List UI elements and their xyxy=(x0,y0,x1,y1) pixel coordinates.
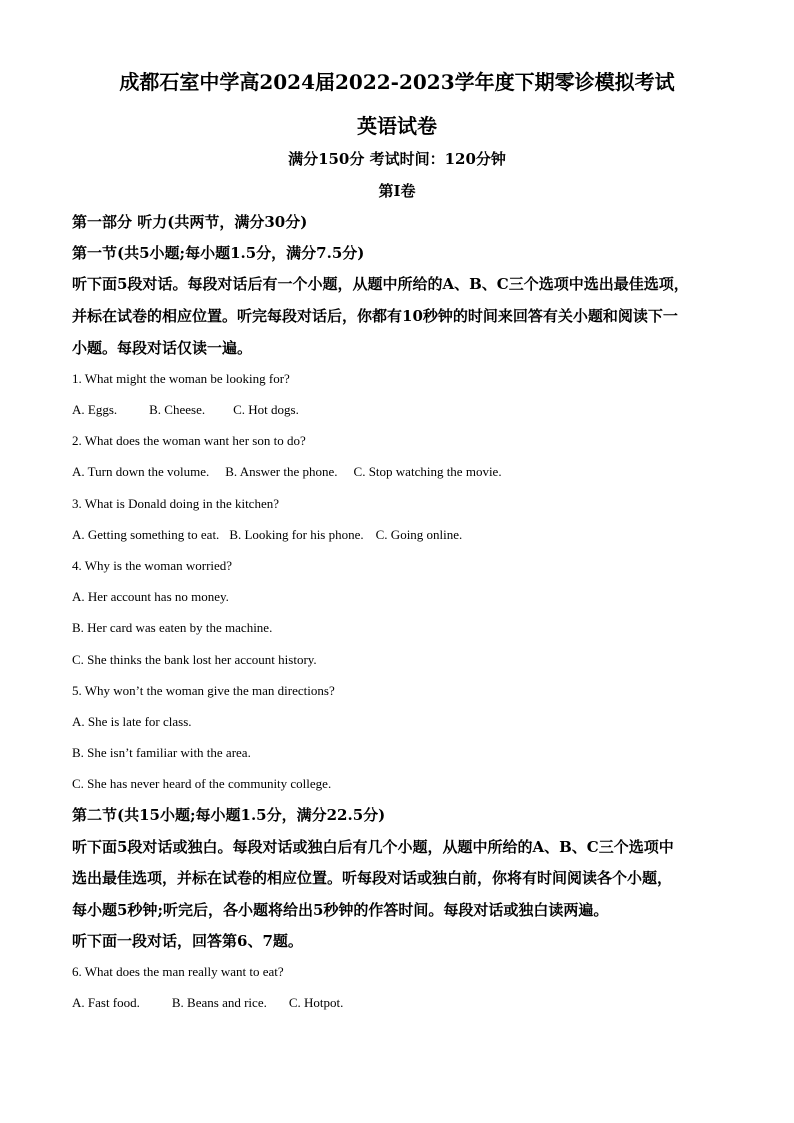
section1-instruction-line: 听下面5段对话。每段对话后有一个小题，从题中所给的A、B、C三个选项中选出最佳选项， xyxy=(72,275,689,293)
question-6: 6. What does the man really want to eat? xyxy=(72,964,284,979)
question-3: 3. What is Donald doing in the kitchen? xyxy=(72,496,279,511)
subject-title: 英语试卷 xyxy=(357,114,437,138)
question-5: 5. Why won’t the woman give the man directions? xyxy=(72,683,335,698)
option-a: A. Getting something to eat. xyxy=(72,527,220,542)
question-5-option-c: C. She has never heard of the community college. xyxy=(72,776,332,791)
question-2: 2. What does the woman want her son to do? xyxy=(72,433,306,448)
section2-instruction-line: 每小题5秒钟;听完后，各小题将给出5秒钟的作答时间。每段对话或独白读两遍。 xyxy=(72,901,609,919)
question-4: 4. Why is the woman worried? xyxy=(72,558,233,573)
question-1: 1. What might the woman be looking for? xyxy=(72,371,290,386)
question-2-options xyxy=(72,463,732,481)
question-6-options xyxy=(72,994,732,1012)
score-time: 满分150分 考试时间：120分钟 xyxy=(288,150,506,168)
section2-instruction-line: 听下面5段对话或独白。每段对话或独白后有几个小题，从题中所给的A、B、C三个选项中 xyxy=(72,838,674,856)
option-b: B. Looking for his phone. xyxy=(229,527,364,542)
option-c: C. Going online. xyxy=(375,527,463,542)
exam-title: 成都石室中学高2024届2022-2023学年度下期零诊模拟考试 xyxy=(119,70,675,94)
section2-heading: 第二节(共15小题;每小题1.5分，满分22.5分) xyxy=(72,806,386,824)
option-c: C. Stop watching the movie. xyxy=(353,464,502,479)
option-c: C. Hotpot. xyxy=(288,995,344,1010)
question-4-option-b: B. Her card was eaten by the machine. xyxy=(72,620,273,635)
option-a: A. Fast food. xyxy=(72,995,140,1010)
option-b: B. Answer the phone. xyxy=(225,464,338,479)
section1-instruction-line: 小题。每段对话仅读一遍。 xyxy=(72,339,253,357)
question-3-options xyxy=(72,526,732,544)
part1-heading: 第一部分 听力(共两节，满分30分) xyxy=(72,213,308,231)
option-a: A. Eggs. xyxy=(72,402,118,417)
question-4-option-c: C. She thinks the bank lost her account history. xyxy=(72,652,317,667)
question-4-option-a: A. Her account has no money. xyxy=(72,589,229,604)
option-a: A. Turn down the volume. xyxy=(72,464,210,479)
question-5-option-a: A. She is late for class. xyxy=(72,714,192,729)
section1-heading: 第一节(共5小题;每小题1.5分，满分7.5分) xyxy=(72,244,365,262)
section2-sub-instruction: 听下面一段对话，回答第6、7题。 xyxy=(72,932,303,950)
question-1-options xyxy=(72,401,732,419)
section1-instruction-line: 并标在试卷的相应位置。听完每段对话后，你都有10秒钟的时间来回答有关小题和阅读下一 xyxy=(72,307,678,325)
option-b: B. Beans and rice. xyxy=(171,995,267,1010)
volume-label: 第I卷 xyxy=(378,182,416,200)
option-c: C. Hot dogs. xyxy=(233,402,299,417)
question-5-option-b: B. She isn’t familiar with the area. xyxy=(72,745,251,760)
option-b: B. Cheese. xyxy=(149,402,206,417)
section2-instruction-line: 选出最佳选项，并标在试卷的相应位置。听每段对话或独白前，你将有时间阅读各个小题， xyxy=(72,869,673,887)
